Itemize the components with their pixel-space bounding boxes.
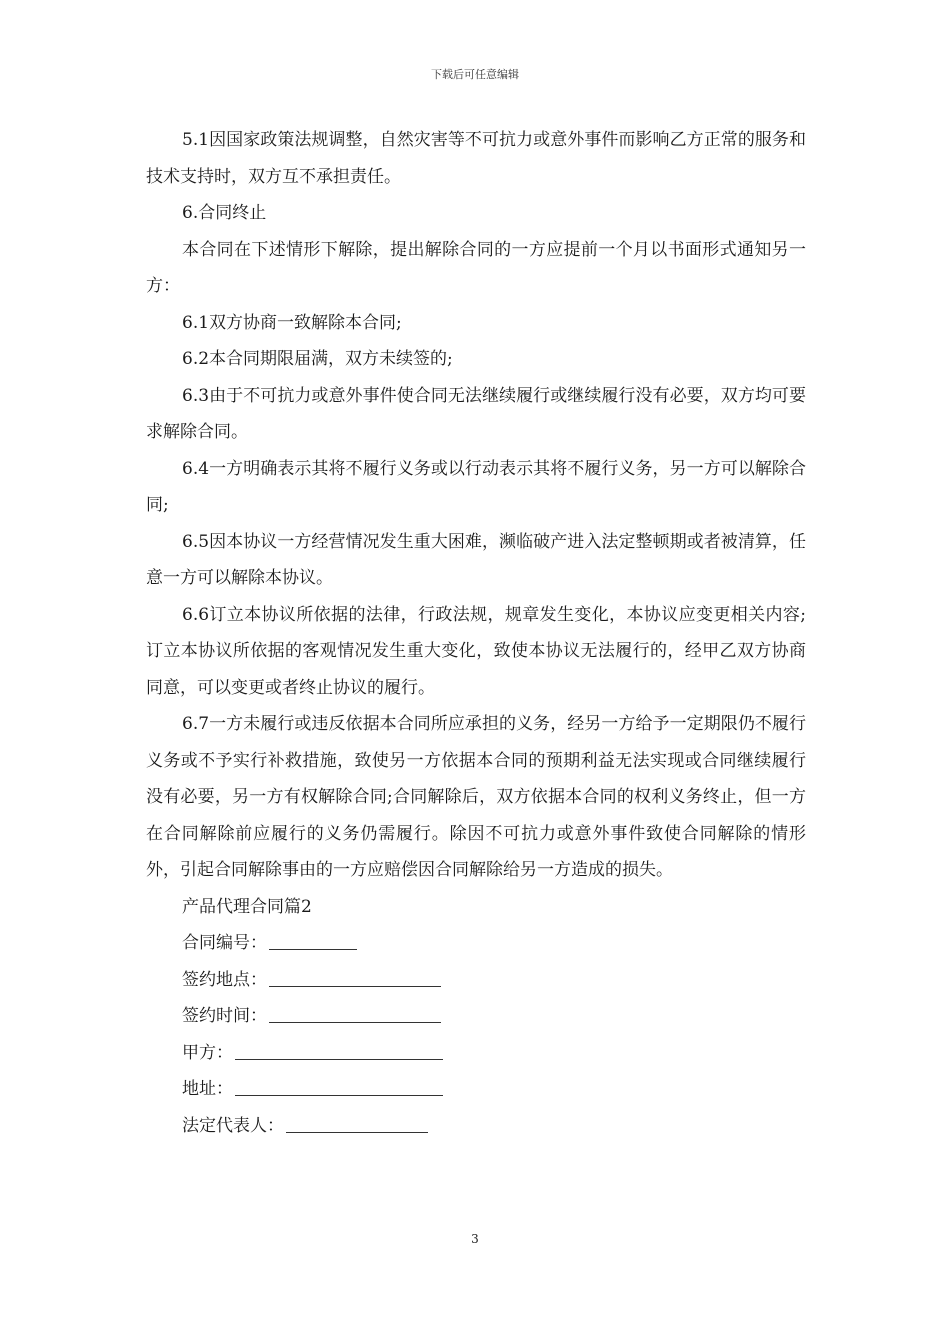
section-heading-6: 6.合同终止	[182, 203, 267, 223]
contract-title-2: 产品代理合同篇2	[182, 896, 312, 917]
contract-number-label: 合同编号：	[182, 933, 267, 953]
legal-rep-row	[146, 1108, 806, 1145]
sign-place-blank	[269, 969, 441, 987]
sign-place-label: 签约地点：	[182, 969, 267, 990]
paragraph-6-3: 6.3由于不可抗力或意外事件使合同无法继续履行或继续履行没有必要，双方均可要求解除合同。	[146, 385, 806, 442]
page-header: 下载后可任意编辑	[431, 68, 519, 81]
paragraph-6-1: 6.1双方协商一致解除本合同;	[182, 312, 402, 333]
paragraph-6-4: 6.4一方明确表示其将不履行义务或以行动表示其将不履行义务，另一方可以解除合同;	[146, 458, 806, 515]
sign-time-row	[146, 998, 806, 1035]
paragraph-6-intro: 本合同在下述情形下解除，提出解除合同的一方应提前一个月以书面形式通知另一方：	[146, 239, 806, 296]
party-a-label: 甲方：	[182, 1042, 233, 1063]
paragraph-5-1: 5.1因国家政策法规调整，自然灾害等不可抗力或意外事件而影响乙方正常的服务和技术支持时，双方互不承担责任。	[146, 130, 806, 187]
contract-number-row	[146, 925, 806, 962]
sign-time-blank	[269, 1005, 441, 1023]
party-a-blank	[235, 1042, 443, 1060]
contract-number-blank	[269, 932, 357, 950]
address-blank	[235, 1078, 443, 1096]
sign-place-row	[146, 962, 806, 999]
address-label: 地址：	[182, 1079, 233, 1099]
legal-rep-blank	[286, 1115, 428, 1133]
document-body	[146, 122, 806, 1144]
paragraph-6-2: 6.2本合同期限届满，双方未续签的;	[182, 349, 453, 369]
paragraph-6-6: 6.6订立本协议所依据的法律，行政法规，规章发生变化，本协议应变更相关内容;订立本协议所依据的客观情况发生重大变化，致使本协议无法履行的，经甲乙双方协商同意，可以变更或者终止协议的履行。	[146, 604, 806, 698]
sign-time-label: 签约时间：	[182, 1006, 267, 1026]
paragraph-6-5: 6.5因本协议一方经营情况发生重大困难，濒临破产进入法定整顿期或者被清算，任意一方可以解除本协议。	[146, 531, 806, 588]
paragraph-6-7: 6.7一方未履行或违反依据本合同所应承担的义务，经另一方给予一定期限仍不履行义务或不予实行补救措施，致使另一方依据本合同的预期利益无法实现或合同继续履行没有必要，另一方有权解除合同;合同解除后，双方依据本合同的权利义务终止，但一方在合同解除前应履行的义务仍需履行。除因不可抗力或意外事件致使合同解除的情形外，引起合同解除事由的一方应赔偿因合同解除给另一方造成的损失。	[146, 714, 806, 880]
party-a-row	[146, 1035, 806, 1072]
page-number: 3	[471, 1232, 479, 1246]
address-row	[146, 1071, 806, 1108]
legal-rep-label: 法定代表人：	[182, 1115, 284, 1136]
